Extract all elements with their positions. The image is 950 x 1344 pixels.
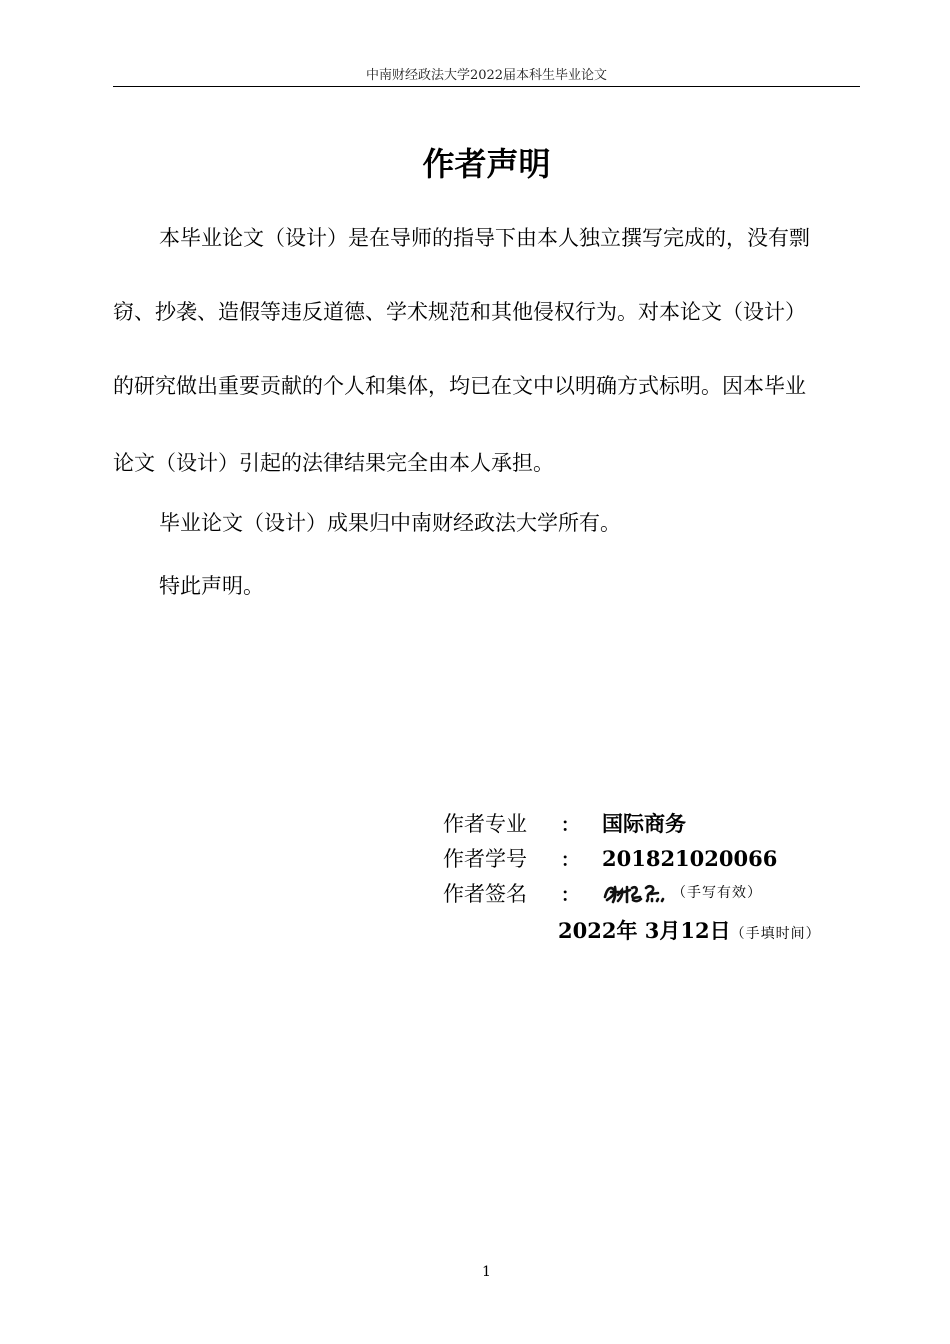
signature-label: 作者签名 [443,882,527,906]
student-id-label: 作者学号 [443,847,527,871]
signing-date: 2022年 3月12日 [558,918,731,943]
date-note: （手填时间） [730,926,821,942]
body-line-3: 的研究做出重要贡献的个人和集体，均已在文中以明确方式标明。因本毕业 [113,374,806,398]
page-title: 作者声明 [422,145,551,183]
student-id-colon: ： [561,850,579,871]
page-number: 1 [482,1264,491,1280]
major-value: 国际商务 [602,811,686,836]
signature-note: （手写有效） [672,885,762,901]
date-line [558,916,821,949]
header-rule [113,86,860,87]
ownership-statement: 毕业论文（设计）成果归中南财经政法大学所有。 [159,511,621,535]
signature-colon: ： [561,885,579,906]
student-id-value: 201821020066 [602,846,778,871]
running-header: 中南财经政法大学2022届本科生毕业论文 [365,68,608,83]
handwritten-signature [602,881,668,905]
body-line-1: 本毕业论文（设计）是在导师的指导下由本人独立撰写完成的，没有剽 [159,226,810,250]
body-line-2: 窃、抄袭、造假等违反道德、学术规范和其他侵权行为。对本论文（设计） [113,300,806,324]
major-colon: ： [561,815,579,836]
body-line-4: 论文（设计）引起的法律结果完全由本人承担。 [113,451,554,475]
closing-statement: 特此声明。 [159,574,264,598]
major-label: 作者专业 [443,812,527,836]
